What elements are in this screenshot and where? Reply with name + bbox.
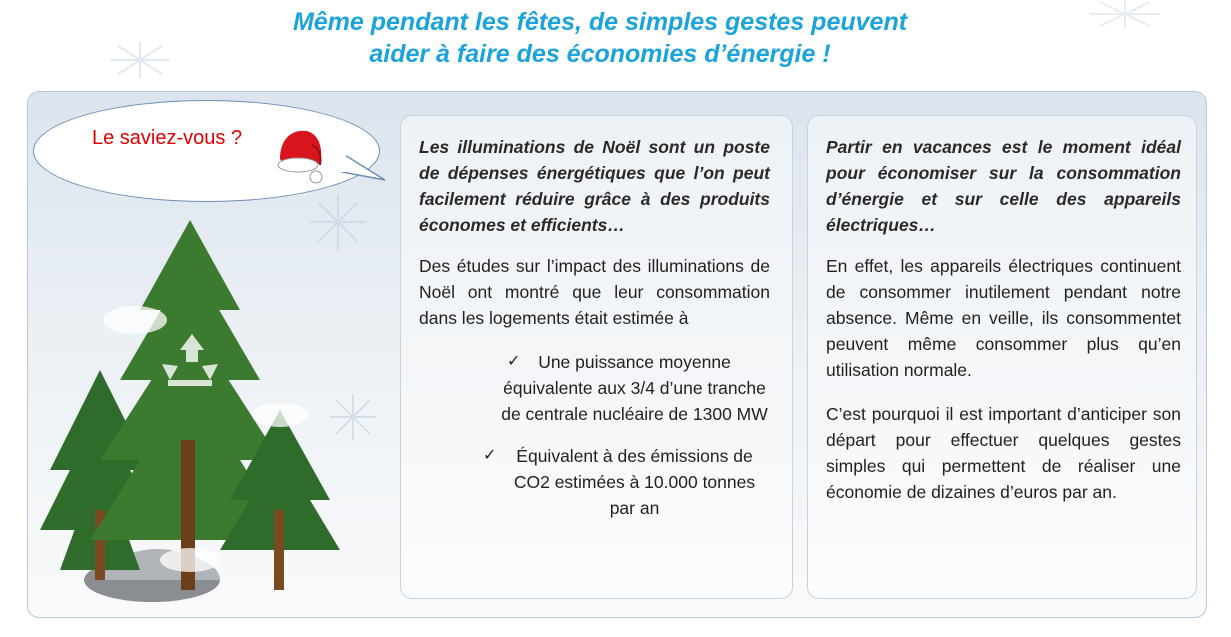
card-paragraph: En effet, les appareils électriques continuent de consommer inutilement pendant notre absence. Même en veille, ils consommentet peuvent même consommer plus qu’en utilisation normale. [826, 256, 1181, 380]
santa-hat-icon [272, 125, 328, 187]
list-item-text: Une puissance moyenne équivalente aux 3/4 d’une tranche de centrale nucléaire de 1300 MW [501, 352, 768, 424]
list-item [419, 443, 770, 521]
bubble-text: Le saviez-vous ? [92, 127, 243, 149]
card-illuminations [400, 115, 793, 599]
snowflake-icon [1080, 0, 1170, 30]
list-item [419, 349, 770, 427]
card-lead: Partir en vacances est le moment idéal pour économiser sur la consommation d’énergie et sur celle des appareils électriques… [826, 137, 1181, 235]
page-title [180, 6, 1020, 70]
title-line-1: Même pendant les fêtes, de simples gestes peuvent [292, 8, 908, 36]
title-line-2: aider à faire des économies d’énergie ! [369, 40, 831, 68]
checkmark-icon: ✓ [483, 447, 497, 464]
card-lead: Les illuminations de Noël sont un poste de dépenses énergétiques que l’on peut facilement réduire grâce à des produits économes et efficients… [419, 137, 770, 235]
card-vacances [807, 115, 1197, 599]
card-paragraph: C’est pourquoi il est important d’anticiper son départ pour effectuer quelques gestes simples qui permettent de réaliser une économie de dizaines d’euros par an. [826, 404, 1181, 502]
fir-tree-illustration [40, 210, 340, 610]
snowflake-icon [100, 40, 180, 80]
speech-bubble-tail [340, 150, 390, 190]
list-item-text: Équivalent à des émissions de CO2 estimées à 10.000 tonnes par an [513, 446, 756, 518]
card-paragraph: Des études sur l’impact des illuminations de Noël ont montré que leur consommation dans les logements était estimée à [419, 256, 770, 328]
checkmark-icon: ✓ [507, 353, 521, 370]
